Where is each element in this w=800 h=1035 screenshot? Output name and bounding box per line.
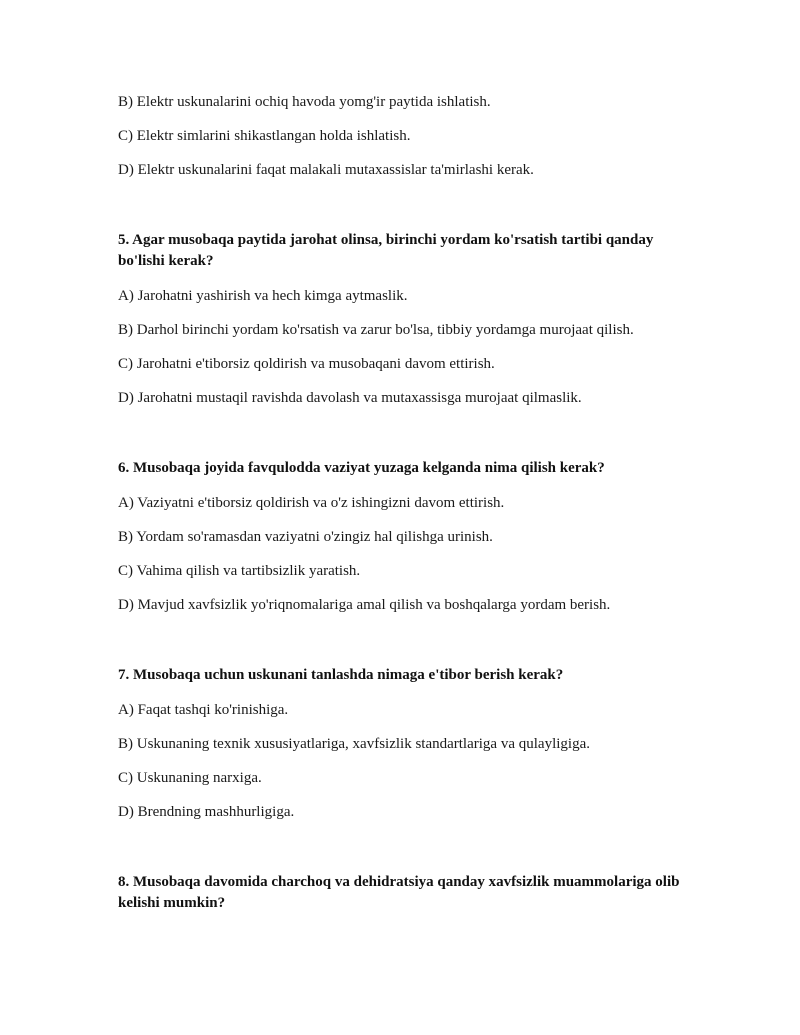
- q6-option-c: C) Vahima qilish va tartibsizlik yaratish.: [118, 563, 361, 579]
- q6-option-d: D) Mavjud xavfsizlik yo'riqnomalariga amal qilish va boshqalarga yordam berish.: [118, 597, 611, 613]
- question-block-7: [118, 665, 688, 822]
- q7-option-d: D) Brendning mashhurligiga.: [118, 804, 295, 820]
- question-block-5: [118, 230, 688, 408]
- q7-option-b: B) Uskunaning texnik xususiyatlariga, xavfsizlik standartlariga va qulayligiga.: [118, 736, 590, 752]
- q7-option-a: A) Faqat tashqi ko'rinishiga.: [118, 702, 289, 718]
- q5-option-d: D) Jarohatni mustaqil ravishda davolash va mutaxassisga murojaat qilmaslik.: [118, 390, 582, 406]
- question-8: 8. Musobaqa davomida charchoq va dehidratsiya qanday xavfsizlik muammolariga olib kelishi mumkin?: [118, 874, 680, 911]
- q5-option-a: A) Jarohatni yashirish va hech kimga aytmaslik.: [118, 288, 408, 304]
- document-page: [118, 92, 688, 928]
- option-b: B) Elektr uskunalarini ochiq havoda yomg'ir paytida ishlatish.: [118, 94, 491, 110]
- question-6: 6. Musobaqa joyida favqulodda vaziyat yuzaga kelganda nima qilish kerak?: [118, 460, 605, 476]
- q5-option-c: C) Jarohatni e'tiborsiz qoldirish va musobaqani davom ettirish.: [118, 356, 495, 372]
- question-7: 7. Musobaqa uchun uskunani tanlashda nimaga e'tibor berish kerak?: [118, 667, 564, 683]
- option-d: D) Elektr uskunalarini faqat malakali mutaxassislar ta'mirlashi kerak.: [118, 162, 534, 178]
- question-5: 5. Agar musobaqa paytida jarohat olinsa, birinchi yordam ko'rsatish tartibi qanday bo'lishi kerak?: [118, 232, 654, 269]
- q6-option-a: A) Vaziyatni e'tiborsiz qoldirish va o'z ishingizni davom ettirish.: [118, 495, 505, 511]
- q5-option-b: B) Darhol birinchi yordam ko'rsatish va zarur bo'lsa, tibbiy yordamga murojaat qilish.: [118, 322, 634, 338]
- q6-option-b: B) Yordam so'ramasdan vaziyatni o'zingiz hal qilishga urinish.: [118, 529, 493, 545]
- intro-options: [118, 92, 688, 180]
- question-block-6: [118, 458, 688, 615]
- question-block-8: [118, 872, 688, 914]
- q7-option-c: C) Uskunaning narxiga.: [118, 770, 262, 786]
- option-c: C) Elektr simlarini shikastlangan holda ishlatish.: [118, 128, 411, 144]
